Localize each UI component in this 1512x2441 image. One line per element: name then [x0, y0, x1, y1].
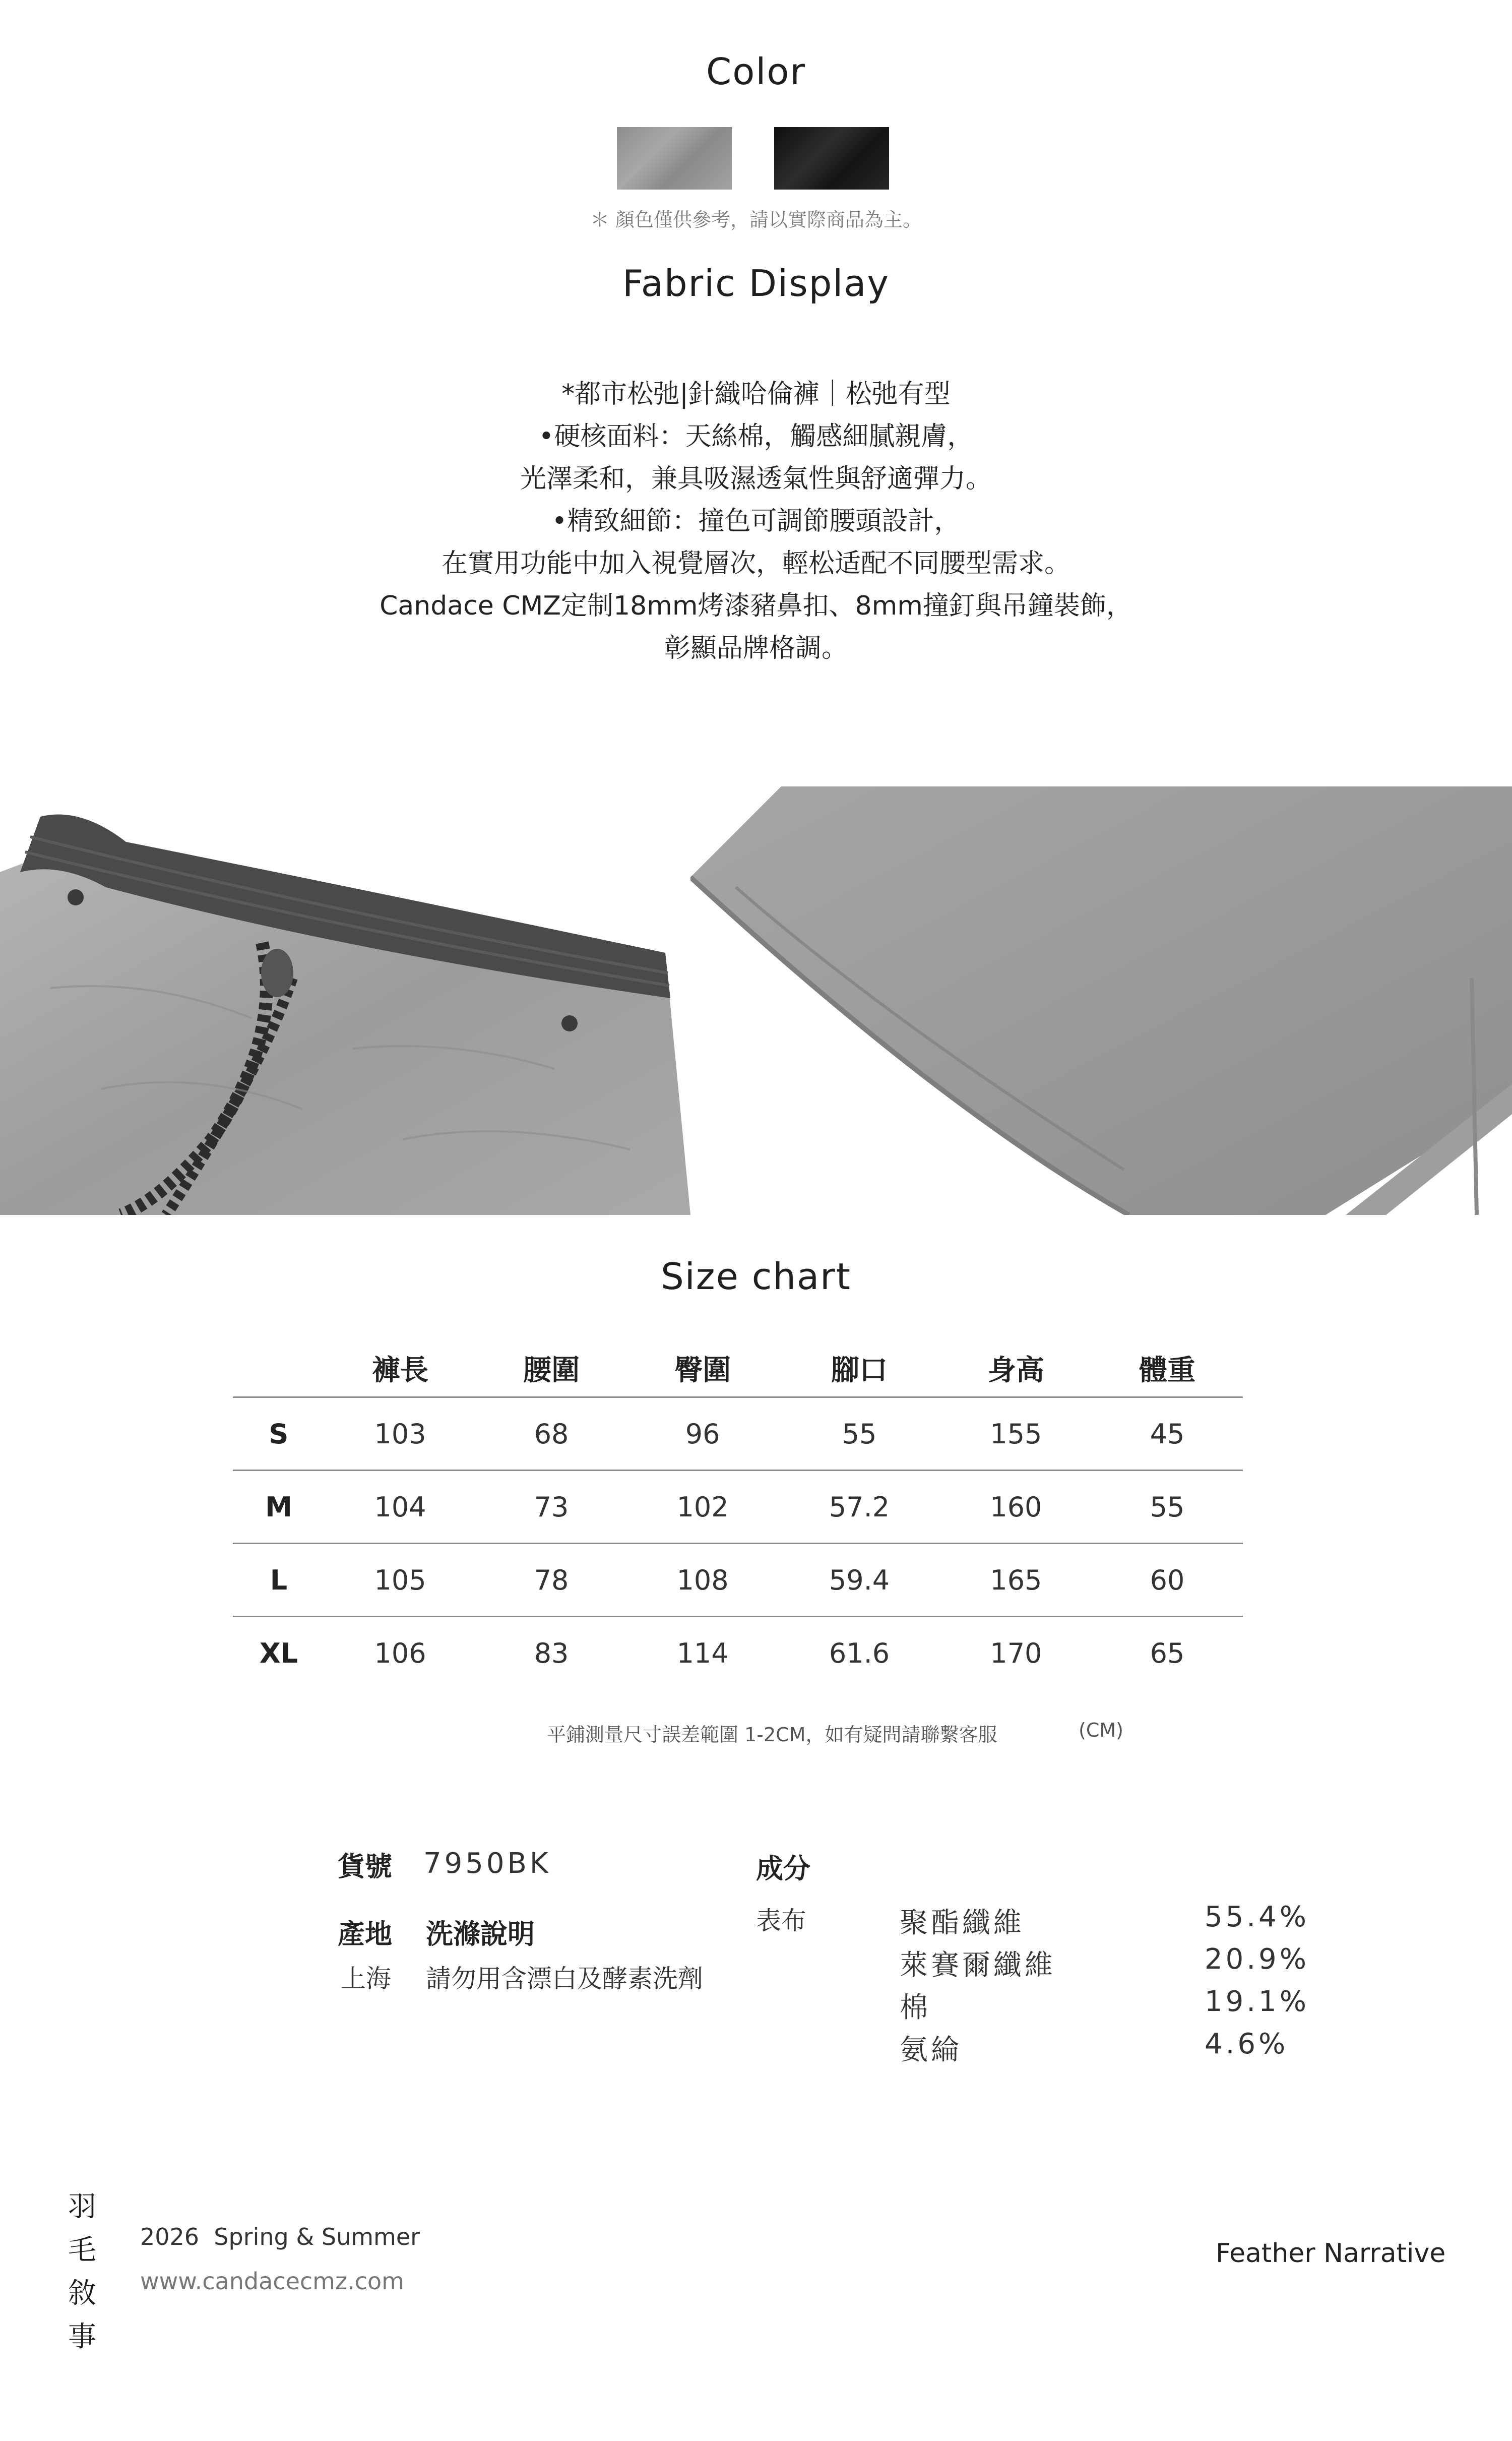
- table-cell: 103: [325, 1397, 476, 1471]
- brand-char: 敘: [68, 2277, 96, 2310]
- fabric-line: Candace CMZ定制18mm烤漆豬鼻扣、8mm撞釘與吊鐘裝飾，: [380, 591, 1132, 621]
- table-cell: 155: [940, 1397, 1092, 1471]
- size-column-header: [233, 1340, 325, 1397]
- fabric-line: 彰顯品牌格調。: [664, 633, 848, 663]
- season-text: 2026 Spring & Summer: [140, 2223, 420, 2250]
- table-cell: 83: [476, 1617, 627, 1689]
- table-cell: 57.2: [778, 1471, 940, 1544]
- table-cell: 106: [325, 1617, 476, 1689]
- column-header: 身高: [987, 1354, 1044, 1387]
- column-header: 腰圍: [523, 1354, 580, 1387]
- column-header: 體重: [1139, 1354, 1195, 1387]
- column-header: 褲長: [372, 1354, 429, 1387]
- material-name: 萊賽爾纖維: [900, 1949, 1056, 1982]
- waistband-illustration: [0, 786, 690, 1215]
- brand-char: 羽: [68, 2190, 96, 2223]
- size-chart-title: Size chart: [661, 1255, 851, 1298]
- fabric-label: 表布: [756, 1906, 806, 1935]
- item-no-value: 7950BK: [423, 1847, 551, 1880]
- size-label: S: [233, 1397, 325, 1471]
- table-cell: 165: [940, 1544, 1092, 1617]
- material-pct: 19.1%: [1205, 1985, 1309, 2018]
- table-cell: 45: [1092, 1397, 1243, 1471]
- color-title: Color: [706, 50, 806, 93]
- care-label: 洗滌說明: [426, 1918, 535, 1950]
- table-cell: 102: [627, 1471, 778, 1544]
- care-value: 請勿用含漂白及酵素洗劑: [426, 1964, 703, 1993]
- table-cell: 114: [627, 1617, 778, 1689]
- hem-illustration: [690, 786, 1512, 1215]
- fabric-line: •硬核面料：天絲棉，觸感細膩親膚，: [538, 421, 974, 452]
- item-no-label: 貨號: [338, 1851, 392, 1882]
- size-label: XL: [233, 1617, 325, 1689]
- fabric-line: 光澤柔和，兼具吸濕透氣性與舒適彈力。: [520, 464, 992, 494]
- fabric-line: •精致細節：撞色可調節腰頭設計，: [551, 506, 961, 536]
- brand-char: 毛: [68, 2234, 96, 2267]
- table-cell: 96: [627, 1397, 778, 1471]
- swatch-black[interactable]: [774, 127, 889, 190]
- table-cell: 104: [325, 1471, 476, 1544]
- table-cell: 78: [476, 1544, 627, 1617]
- material-name: 氨綸: [900, 2034, 962, 2066]
- material-row: [900, 1943, 1309, 1985]
- table-cell: 65: [1092, 1617, 1243, 1689]
- table-cell: 59.4: [778, 1544, 940, 1617]
- table-cell: 55: [778, 1397, 940, 1471]
- size-label: L: [233, 1544, 325, 1617]
- size-table: [233, 1340, 1243, 1689]
- color-note: ＊ 顏色僅供參考，請以實際商品為主。: [590, 209, 922, 231]
- table-row: [233, 1397, 1243, 1471]
- table-cell: 55: [1092, 1471, 1243, 1544]
- table-cell: 160: [940, 1471, 1092, 1544]
- materials-list: [900, 1901, 1309, 2070]
- size-note: 平鋪測量尺寸誤差範圍 1-2CM，如有疑問請聯繫客服: [547, 1724, 997, 1746]
- composition-label: 成分: [756, 1853, 810, 1884]
- table-row: [233, 1471, 1243, 1544]
- column-header: 腳口: [831, 1354, 888, 1387]
- brand-char: 事: [68, 2321, 96, 2353]
- table-cell: 61.6: [778, 1617, 940, 1689]
- material-pct: 20.9%: [1205, 1943, 1309, 1976]
- origin-value: 上海: [341, 1964, 391, 1993]
- table-cell: 108: [627, 1544, 778, 1617]
- material-pct: 4.6%: [1205, 2028, 1289, 2060]
- hem-photo: [690, 786, 1512, 1215]
- swatch-gray[interactable]: [617, 127, 732, 190]
- table-cell: 60: [1092, 1544, 1243, 1617]
- waistband-photo: [0, 786, 690, 1215]
- origin-label: 產地: [338, 1918, 392, 1950]
- fabric-line: 在實用功能中加入視覺層次，輕松适配不同腰型需求。: [441, 548, 1070, 579]
- size-label: M: [233, 1471, 325, 1544]
- material-name: 棉: [900, 1991, 931, 2024]
- material-row: [900, 2028, 1303, 2070]
- fabric-title: Fabric Display: [622, 262, 890, 304]
- table-row: [233, 1617, 1243, 1689]
- material-name: 聚酯纖維: [900, 1907, 1025, 1939]
- table-row: [233, 1544, 1243, 1617]
- material-row: [900, 1901, 1309, 1943]
- table-cell: 68: [476, 1397, 627, 1471]
- material-pct: 55.4%: [1205, 1901, 1309, 1933]
- material-row: [900, 1985, 1309, 2028]
- size-unit: (CM): [1079, 1719, 1123, 1741]
- fabric-line: *都市松弛|針織哈倫褲｜松弛有型: [561, 379, 951, 409]
- column-header: 臀圍: [674, 1354, 731, 1387]
- fabric-description: [0, 373, 1512, 669]
- table-cell: 105: [325, 1544, 476, 1617]
- table-cell: 170: [940, 1617, 1092, 1689]
- website-link[interactable]: www.candacecmz.com: [140, 2268, 404, 2295]
- tagline: Feather Narrative: [1216, 2238, 1446, 2269]
- table-cell: 73: [476, 1471, 627, 1544]
- brand-vertical: [67, 2185, 98, 2359]
- size-table-header: [233, 1340, 1243, 1397]
